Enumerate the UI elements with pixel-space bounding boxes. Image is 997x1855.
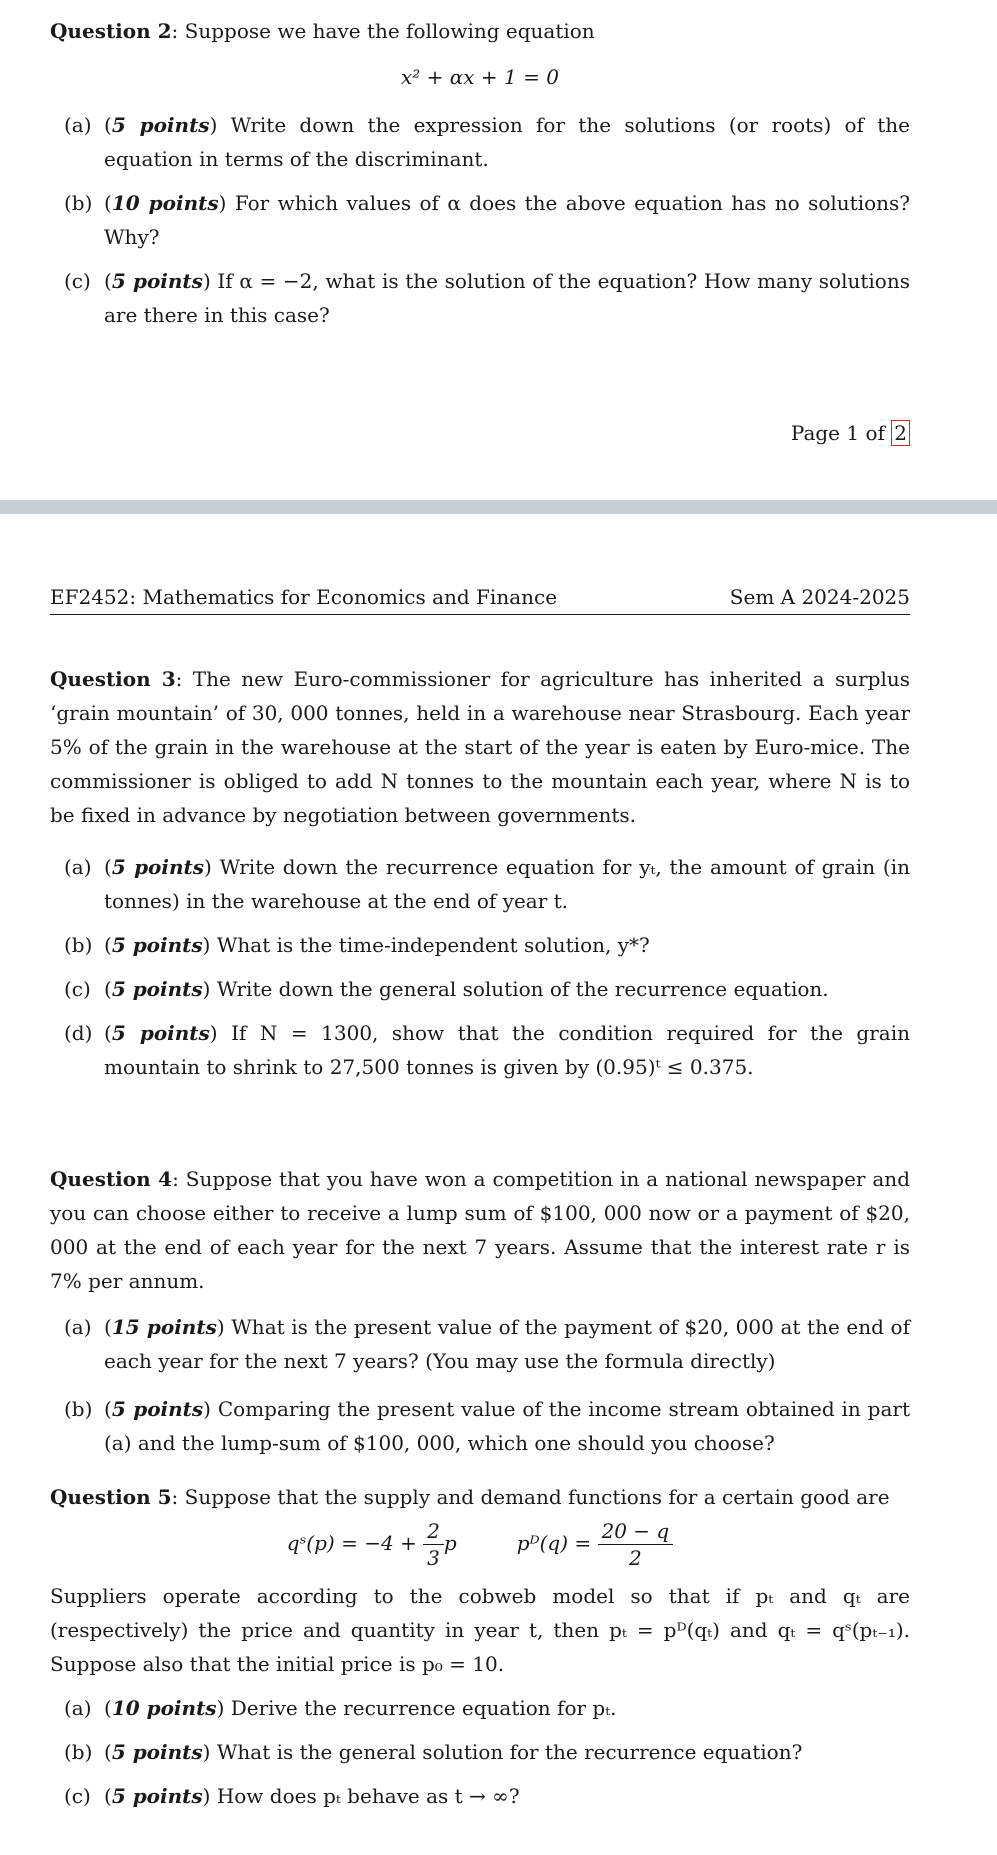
demand-fraction: $\frac{20 - q}{2}$ [598,1518,674,1571]
supply-fraction: $\frac{2}{3}$ [423,1518,444,1571]
question-2-part-b: (b) (10 points) For which values of α does the above equation has no solutions? Why? [64,191,911,249]
question-5-label: Question 5 [50,1485,172,1509]
question-3-label: Question 3 [50,667,176,691]
page-2 [0,514,997,1855]
question-4 [50,1162,910,1460]
page-total-link[interactable]: 2 [891,420,910,446]
question-4-label: Question 4 [50,1167,173,1191]
page-header [50,580,910,615]
question-5 [50,1480,910,1813]
question-5-intro: Question 5: Suppose that the supply and demand functions for a certain good are [50,1485,890,1509]
question-5-part-a: (a) (10 points) Derive the recurrence equation for pₜ. [64,1696,617,1720]
supply-function: qˢ(p) = −4 + $\frac{2}{3}$ p [286,1519,457,1570]
semester: Sem A 2024-2025 [729,585,910,609]
page-1 [0,0,997,500]
question-3 [50,662,910,1084]
question-3-part-a: (a) (5 points) Write down the recurrence equation for yₜ, the amount of grain (in tonnes) in the warehouse at the end of year t. [64,855,910,913]
question-5-description: Suppliers operate according to the cobweb model so that if pₜ and qₜ are (respectively) the price and quantity in year t, then pₜ = pᴰ(qₜ) and qₜ = qˢ(pₜ₋₁). Suppose also that the initial price is p₀ = 10. [50,1584,910,1676]
question-3-part-c: (c) (5 points) Write down the general solution of the recurrence equation. [64,977,829,1001]
question-5-part-b: (b) (5 points) What is the general solution for the recurrence equation? [64,1740,803,1764]
question-4-part-a: (a) (15 points) What is the present value of the payment of $20, 000 at the end of each year for the next 7 years? (You may use the formula directly) [64,1315,910,1373]
question-5-equations [50,1518,910,1571]
page-number: Page 1 of 2 [791,416,910,450]
question-3-part-d: (d) (5 points) If N = 1300, show that the condition required for the grain mountain to shrink to 27,500 tonnes is given by (0.95)ᵗ ≤ 0.375. [64,1021,910,1079]
question-2-equation: x² + αx + 1 = 0 [401,65,559,89]
question-3-intro: Question 3: The new Euro-commissioner for agriculture has inherited a surplus ‘grain mountain’ of 30, 000 tonnes, held in a warehouse near Strasbourg. Each year 5% of the grain in the warehouse at the start of the year is eaten by Euro-mice. The commissioner is obliged to add N tonnes to the mountain each year, where N is to be fixed in advance by negotiation between governments. [50,667,910,827]
question-3-part-b: (b) (5 points) What is the time-independent solution, y*? [64,933,650,957]
question-2-intro: Question 2: Suppose we have the following equation [50,19,595,43]
question-2-part-c: (c) (5 points) If α = −2, what is the solution of the equation? How many solutions are there in this case? [64,269,910,327]
course-title: EF2452: Mathematics for Economics and Finance [50,585,558,609]
question-2-label: Question 2 [50,19,172,43]
demand-function: pᴰ(q) = $\frac{20 - q}{2}$ [517,1518,674,1571]
question-5-part-c: (c) (5 points) How does pₜ behave as t → ∞? [64,1784,520,1808]
page-separator [0,500,997,514]
question-4-intro: Question 4: Suppose that you have won a competition in a national newspaper and you can choose either to receive a lump sum of $100, 000 now or a payment of $20, 000 at the end of each year for the next 7 years. Assume that the interest rate r is 7% per annum. [50,1167,910,1293]
question-4-part-b: (b) (5 points) Comparing the present value of the income stream obtained in part (a) and the lump-sum of $100, 000, which one should you choose? [64,1397,910,1455]
question-2 [50,14,910,332]
question-2-part-a: (a) (5 points) Write down the expression for the solutions (or roots) of the equation in terms of the discriminant. [64,113,910,171]
